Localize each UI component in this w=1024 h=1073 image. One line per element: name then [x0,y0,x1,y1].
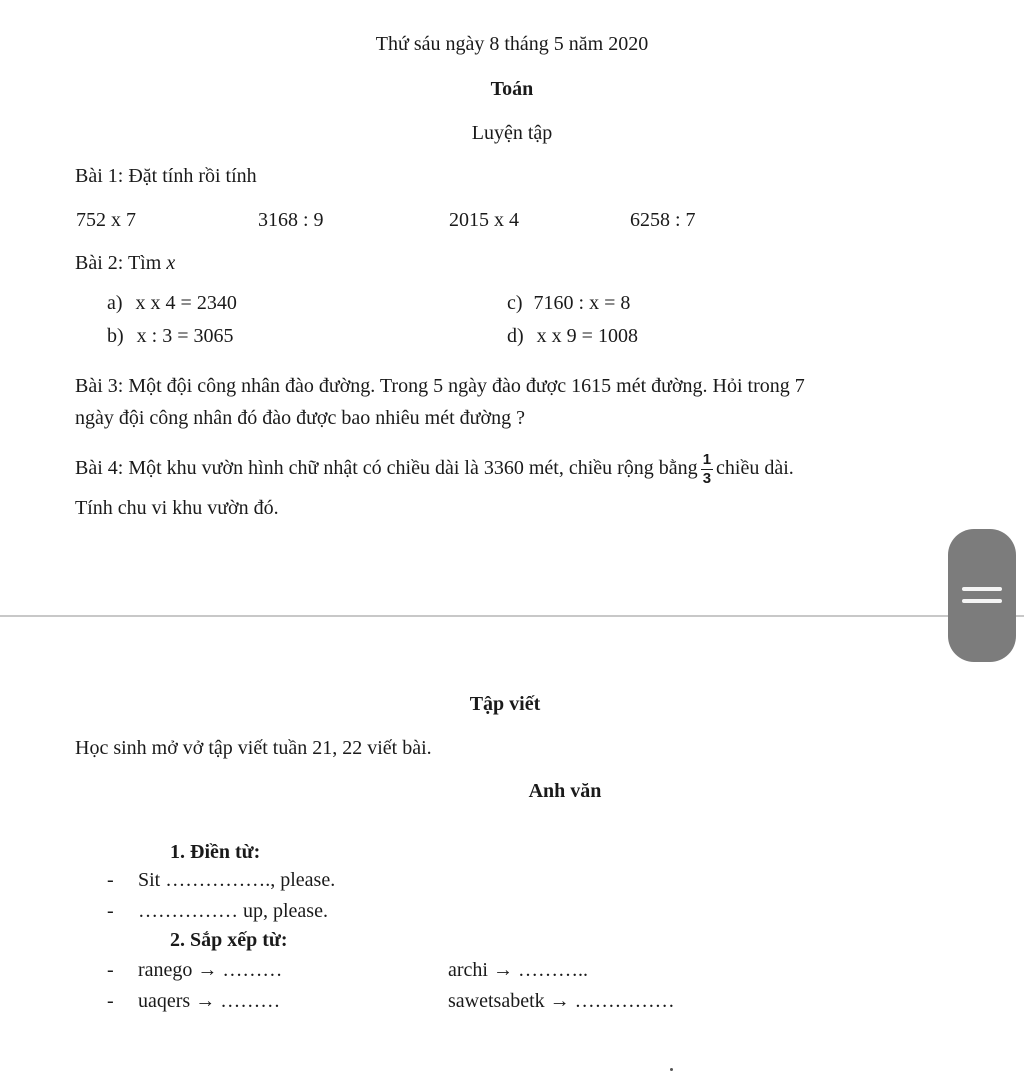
bai1-title: Bài 1: Đặt tính rồi tính [75,165,257,187]
lesson-title: Luyện tập [471,122,553,144]
bai2-item-b-expr: x : 3 = 3065 [136,325,234,347]
bai2-item-a [107,293,237,313]
bai2-item-b [107,326,234,346]
fill-item-1-dash: - [107,869,114,891]
tapviet-title: Tập viết [469,693,541,715]
date-line: Thứ sáu ngày 8 tháng 5 năm 2020 [375,33,649,55]
bai1-problem-2: 3168 : 9 [258,209,324,231]
fraction-denominator: 3 [702,469,712,487]
bai2-item-c-label: c) [507,292,523,314]
bai4-text-after: chiều dài. [716,456,794,479]
fill-item-2-dash: - [107,900,114,922]
bai2-item-c [507,293,630,313]
fraction-one-third [701,452,713,487]
bai2-item-a-label: a) [107,292,123,314]
stray-mark [670,1068,673,1071]
fill-item-1: Sit ……………., please. [138,869,336,891]
page-divider [0,615,1024,617]
bai1-problem-4: 6258 : 7 [630,209,696,231]
bai2-item-d-expr: x x 9 = 1008 [536,325,638,347]
bai2-title [75,253,175,273]
bai4-line-1 [75,452,794,487]
anhvan-title: Anh văn [528,780,602,802]
scramble-item-1-dash: - [107,959,114,981]
bai2-item-d [507,326,638,346]
bai2-item-a-expr: x x 4 = 2340 [135,292,237,314]
bai1-problem-1: 752 x 7 [76,209,136,231]
bai4-text-before: Bài 4: Một khu vườn hình chữ nhật có chiều dài là 3360 mét, chiều rộng bằng [75,456,698,479]
section-2-title: 2. Sắp xếp từ: [170,929,288,951]
scramble-item-2-dash: - [107,990,114,1012]
bai1-problem-3: 2015 x 4 [449,209,519,231]
handle-grip-icon [962,599,1002,603]
bai2-item-b-label: b) [107,325,124,347]
bai4-line-2: Tính chu vi khu vườn đó. [75,497,279,519]
scramble-item-1: ranego → ……… [138,959,283,981]
subject-title: Toán [490,78,534,100]
bai2-title-text: Bài 2: Tìm [75,252,167,274]
scroll-handle[interactable] [948,529,1016,662]
bai2-item-c-expr: 7160 : x = 8 [533,292,631,314]
fill-item-2: …………… up, please. [138,900,328,922]
fraction-numerator: 1 [702,451,712,468]
scramble-item-2: uaqers → ……… [138,990,281,1012]
tapviet-text: Học sinh mở vở tập viết tuần 21, 22 viết bài. [75,737,432,759]
bai3-line-1: Bài 3: Một đội công nhân đào đường. Trong 5 ngày đào được 1615 mét đường. Hỏi trong 7 [75,375,805,397]
bai2-title-var: x [166,252,176,274]
bai2-item-d-label: d) [507,325,524,347]
scramble-item-3: archi → ……….. [448,959,588,981]
scramble-item-4: sawetsabetk → …………… [448,990,675,1012]
section-1-title: 1. Điền từ: [170,841,261,863]
handle-grip-icon [962,587,1002,591]
bai3-line-2: ngày đội công nhân đó đào được bao nhiêu mét đường ? [75,407,525,429]
